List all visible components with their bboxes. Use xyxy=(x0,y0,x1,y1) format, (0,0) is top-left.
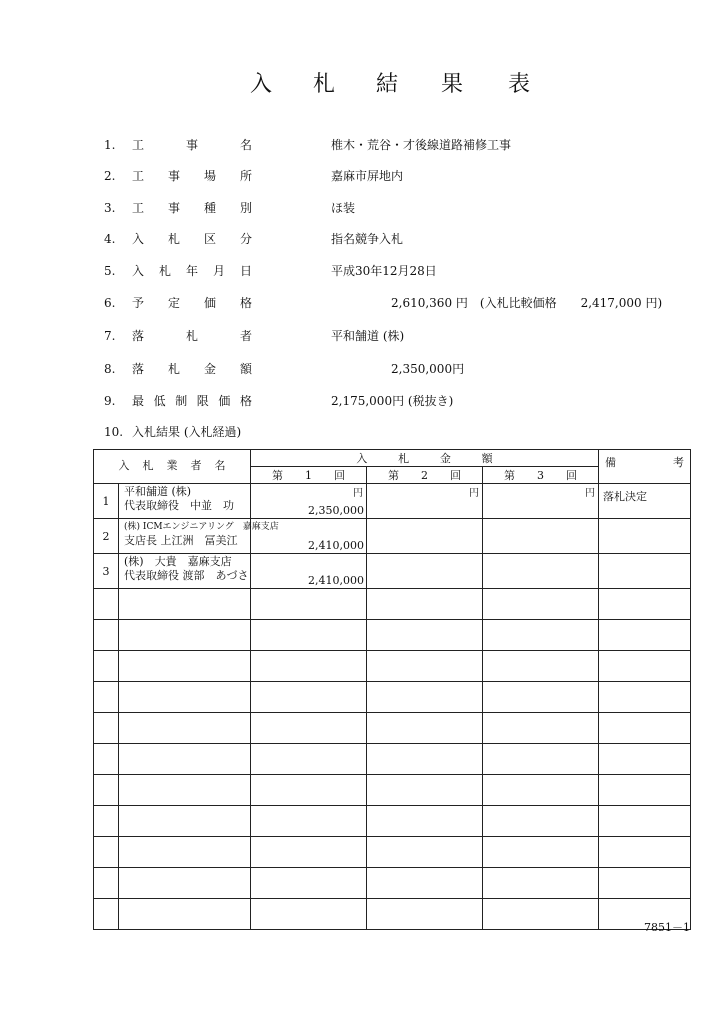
bid-amount-round-3 xyxy=(483,519,599,554)
table-row-empty xyxy=(94,899,691,930)
empty-cell xyxy=(483,899,599,930)
round-char: 回 xyxy=(450,469,461,482)
field-label-char: 所 xyxy=(239,169,252,183)
bidder-company: (株) 大貴 嘉麻支店 xyxy=(124,555,232,568)
field-value: 平和舗道 (株) xyxy=(331,329,405,343)
round-char: 第 xyxy=(272,469,283,482)
field-value: 2,350,000円 xyxy=(331,362,465,376)
bid-amount-value: 2,350,000 xyxy=(308,504,364,517)
empty-cell xyxy=(251,837,367,868)
field-number: 8. xyxy=(104,362,116,376)
field-label xyxy=(132,261,252,281)
field-row xyxy=(0,135,720,155)
empty-cell xyxy=(94,868,119,899)
field-label xyxy=(132,198,252,218)
header-bidder-name xyxy=(94,450,251,484)
empty-cell xyxy=(599,806,691,837)
field-value: 指名競争入札 xyxy=(331,232,404,246)
empty-cell xyxy=(483,713,599,744)
field-label-char: 落 xyxy=(132,362,145,376)
section-10-number: 10. xyxy=(104,425,124,439)
field-number: 6. xyxy=(104,296,116,310)
header-char: 札 xyxy=(142,459,154,472)
field-label-char: 工 xyxy=(132,169,145,183)
bid-amount-value: 2,410,000 xyxy=(308,574,364,587)
table-row-empty xyxy=(94,713,691,744)
bidder-representative: 代表取締役 中並 功 xyxy=(124,499,234,512)
field-label-char: 日 xyxy=(239,264,252,278)
remarks-cell xyxy=(599,554,691,589)
empty-cell xyxy=(251,744,367,775)
field-row xyxy=(0,261,720,281)
page-title xyxy=(0,70,720,106)
remarks-cell xyxy=(599,519,691,554)
field-value: ほ装 xyxy=(331,201,356,215)
field-row xyxy=(0,198,720,218)
header-char: 入 xyxy=(118,459,130,472)
table-row xyxy=(94,554,691,589)
round-char: 第 xyxy=(504,469,515,482)
row-number: 2 xyxy=(94,519,119,554)
table-row-empty xyxy=(94,589,691,620)
empty-cell xyxy=(251,868,367,899)
empty-cell xyxy=(119,775,251,806)
field-label-char: 定 xyxy=(167,296,180,310)
title-char: 結 xyxy=(376,72,399,97)
remarks-cell: 落札決定 xyxy=(599,484,691,519)
round-char: 2 xyxy=(421,468,428,482)
table-row xyxy=(94,484,691,519)
field-number: 1. xyxy=(104,138,116,152)
field-label-char: 工 xyxy=(132,201,145,215)
field-row xyxy=(0,359,720,379)
field-row xyxy=(0,326,720,346)
bid-amount-round-2 xyxy=(367,554,483,589)
empty-cell xyxy=(367,806,483,837)
empty-cell xyxy=(599,682,691,713)
bid-amount-round-1 xyxy=(251,519,367,554)
title-char: 果 xyxy=(441,72,464,97)
empty-cell xyxy=(483,868,599,899)
field-label-char: 札 xyxy=(185,329,198,343)
field-row xyxy=(0,391,720,411)
round-char: 第 xyxy=(388,469,399,482)
field-label-char: 価 xyxy=(203,296,216,310)
field-label-char: 区 xyxy=(203,232,216,246)
bid-amount-round-2 xyxy=(367,519,483,554)
empty-cell xyxy=(251,806,367,837)
field-number: 4. xyxy=(104,232,116,246)
empty-cell xyxy=(94,775,119,806)
row-number: 1 xyxy=(94,484,119,519)
bidder-cell xyxy=(119,484,251,519)
title-char: 札 xyxy=(313,72,336,97)
empty-cell xyxy=(119,837,251,868)
header-char: 業 xyxy=(166,459,178,472)
field-number: 3. xyxy=(104,201,116,215)
field-label-char: 札 xyxy=(167,362,180,376)
field-label-char: 名 xyxy=(239,138,252,152)
field-label-char: 事 xyxy=(185,138,198,152)
empty-cell xyxy=(483,682,599,713)
table-row-empty xyxy=(94,744,691,775)
field-label xyxy=(132,326,252,346)
field-label xyxy=(132,359,252,379)
empty-cell xyxy=(94,713,119,744)
bid-amount-round-3 xyxy=(483,554,599,589)
round-char: 1 xyxy=(305,468,312,482)
empty-cell xyxy=(94,899,119,930)
empty-cell xyxy=(367,589,483,620)
empty-cell xyxy=(483,651,599,682)
empty-cell xyxy=(251,589,367,620)
empty-cell xyxy=(94,682,119,713)
empty-cell xyxy=(367,744,483,775)
field-label-char: 工 xyxy=(132,138,145,152)
field-label-char: 低 xyxy=(153,394,166,408)
field-value: 平成30年12月28日 xyxy=(331,264,437,278)
bidder-representative: 代表取締役 渡部 あづさ xyxy=(124,569,249,582)
empty-cell xyxy=(367,682,483,713)
empty-cell xyxy=(119,651,251,682)
empty-cell xyxy=(119,713,251,744)
table-row-empty xyxy=(94,806,691,837)
empty-cell xyxy=(94,589,119,620)
empty-cell xyxy=(251,899,367,930)
table-row-empty xyxy=(94,651,691,682)
empty-cell xyxy=(94,744,119,775)
field-label-char: 落 xyxy=(132,329,145,343)
empty-cell xyxy=(119,899,251,930)
empty-cell xyxy=(251,682,367,713)
bid-amount-value: 2,410,000 xyxy=(308,539,364,552)
bid-amount-round-1 xyxy=(251,554,367,589)
field-row xyxy=(0,229,720,249)
field-label-char: 事 xyxy=(167,201,180,215)
empty-cell xyxy=(94,806,119,837)
yen-unit: 円 xyxy=(353,488,363,499)
row-number: 3 xyxy=(94,554,119,589)
field-label xyxy=(132,166,252,186)
table-row-empty xyxy=(94,775,691,806)
empty-cell xyxy=(599,713,691,744)
empty-cell xyxy=(367,775,483,806)
empty-cell xyxy=(251,713,367,744)
field-label-char: 価 xyxy=(218,394,231,408)
empty-cell xyxy=(94,620,119,651)
field-label-char: 格 xyxy=(239,394,252,408)
field-row xyxy=(0,166,720,186)
header-round-1 xyxy=(251,467,367,484)
field-label-char: 別 xyxy=(239,201,252,215)
table-row-empty xyxy=(94,868,691,899)
field-label-char: 分 xyxy=(239,232,252,246)
field-label-char: 額 xyxy=(239,362,252,376)
field-label-char: 札 xyxy=(158,264,171,278)
header-char: 金 xyxy=(439,452,451,465)
empty-cell xyxy=(599,837,691,868)
empty-cell xyxy=(367,899,483,930)
table-row xyxy=(94,519,691,554)
field-value: 2,175,000円 (税抜き) xyxy=(331,394,454,408)
empty-cell xyxy=(483,620,599,651)
empty-cell xyxy=(483,744,599,775)
empty-cell xyxy=(599,744,691,775)
field-label-char: 最 xyxy=(132,394,145,408)
empty-cell xyxy=(119,589,251,620)
field-number: 5. xyxy=(104,264,116,278)
field-number: 7. xyxy=(104,329,116,343)
field-label-char: 入 xyxy=(132,264,145,278)
empty-cell xyxy=(119,744,251,775)
field-label-char: 制 xyxy=(175,394,188,408)
field-label-char: 札 xyxy=(167,232,180,246)
empty-cell xyxy=(367,620,483,651)
field-label-char: 予 xyxy=(132,296,145,310)
header-char: 考 xyxy=(673,456,684,469)
empty-cell xyxy=(599,589,691,620)
header-char: 入 xyxy=(356,452,368,465)
field-label xyxy=(132,135,252,155)
bidder-company: 平和舗道 (株) xyxy=(124,485,192,498)
header-remarks xyxy=(599,450,691,484)
empty-cell xyxy=(599,868,691,899)
empty-cell xyxy=(599,651,691,682)
header-char: 者 xyxy=(190,459,202,472)
section-10-label: 入札結果 (入札経過) xyxy=(132,425,242,439)
round-char: 3 xyxy=(537,468,544,482)
field-label-char: 場 xyxy=(203,169,216,183)
empty-cell xyxy=(119,868,251,899)
section-10-heading xyxy=(0,422,720,442)
yen-unit: 円 xyxy=(469,488,479,499)
empty-cell xyxy=(599,620,691,651)
header-round-3 xyxy=(483,467,599,484)
header-char: 名 xyxy=(214,459,226,472)
table-row-empty xyxy=(94,682,691,713)
field-label xyxy=(132,293,252,313)
field-label xyxy=(132,391,252,411)
field-label-char: 限 xyxy=(196,394,209,408)
empty-cell xyxy=(119,806,251,837)
header-char: 備 xyxy=(605,456,616,469)
empty-cell xyxy=(251,775,367,806)
field-value: 2,610,360 円 (入札比較価格 2,417,000 円) xyxy=(331,296,663,310)
field-label-char: 者 xyxy=(239,329,252,343)
empty-cell xyxy=(367,651,483,682)
field-value: 嘉麻市屏地内 xyxy=(331,169,404,183)
field-row xyxy=(0,293,720,313)
header-round-2 xyxy=(367,467,483,484)
bid-amount-round-1 xyxy=(251,484,367,519)
empty-cell xyxy=(251,620,367,651)
table-row-empty xyxy=(94,837,691,868)
empty-cell xyxy=(119,620,251,651)
field-label-char: 入 xyxy=(132,232,145,246)
bid-amount-round-2 xyxy=(367,484,483,519)
empty-cell xyxy=(94,837,119,868)
empty-cell xyxy=(367,868,483,899)
empty-cell xyxy=(251,651,367,682)
bidder-cell xyxy=(119,554,251,589)
empty-cell xyxy=(483,837,599,868)
empty-cell xyxy=(483,806,599,837)
field-label-char: 月 xyxy=(212,264,225,278)
bidder-cell xyxy=(119,519,279,554)
page-number: 7851－1 xyxy=(644,921,690,934)
empty-cell xyxy=(483,589,599,620)
field-label-char: 格 xyxy=(239,296,252,310)
title-char: 表 xyxy=(508,72,531,97)
field-number: 9. xyxy=(104,394,116,408)
header-char: 額 xyxy=(481,452,493,465)
bidder-representative: 支店長 上江洲 冨美江 xyxy=(124,534,238,547)
empty-cell xyxy=(599,775,691,806)
empty-cell xyxy=(94,651,119,682)
round-char: 回 xyxy=(334,469,345,482)
header-bid-amount xyxy=(251,450,599,467)
field-label-char: 事 xyxy=(167,169,180,183)
empty-cell xyxy=(367,837,483,868)
field-value: 椎木・荒谷・才後線道路補修工事 xyxy=(331,138,512,152)
field-label-char: 年 xyxy=(185,264,198,278)
field-label-char: 種 xyxy=(203,201,216,215)
empty-cell xyxy=(119,682,251,713)
bidder-company: (株) ICMエンジニアリング 嘉麻支店 xyxy=(124,522,279,532)
field-label xyxy=(132,229,252,249)
bid-results-table xyxy=(93,449,691,930)
empty-cell xyxy=(483,775,599,806)
round-char: 回 xyxy=(566,469,577,482)
yen-unit: 円 xyxy=(585,488,595,499)
bid-amount-round-3 xyxy=(483,484,599,519)
header-char: 札 xyxy=(398,452,410,465)
table-row-empty xyxy=(94,620,691,651)
title-char: 入 xyxy=(250,72,273,97)
empty-cell xyxy=(367,713,483,744)
field-number: 2. xyxy=(104,169,116,183)
field-label-char: 金 xyxy=(203,362,216,376)
